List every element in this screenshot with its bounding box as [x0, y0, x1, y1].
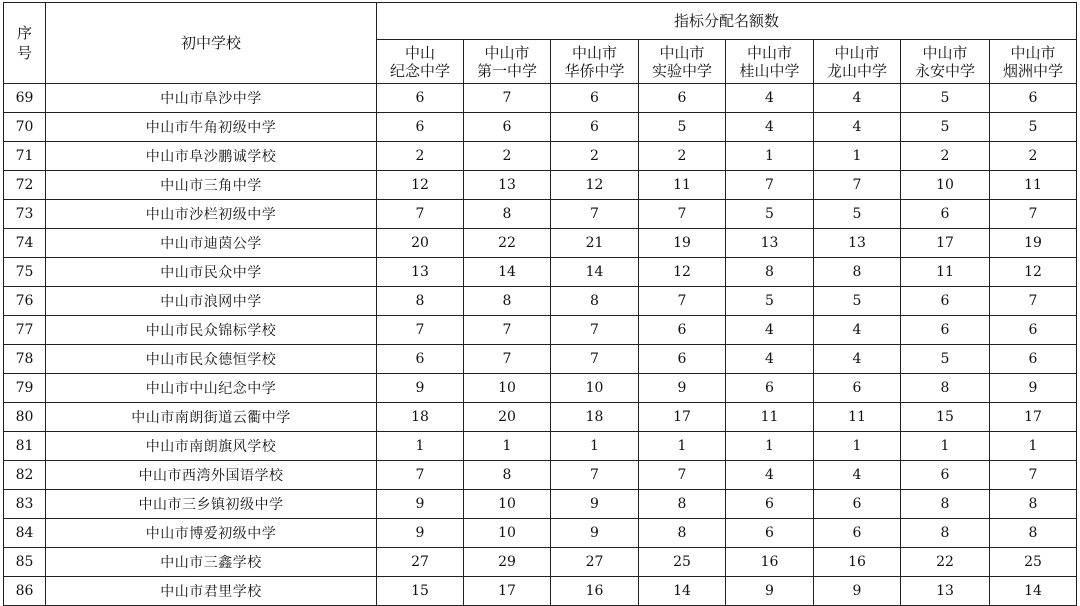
quota-cell: 7	[990, 461, 1077, 490]
quota-cell: 4	[814, 113, 901, 142]
table-row	[4, 374, 1077, 403]
column-header-line: 第一中学	[476, 61, 537, 80]
row-index: 80	[4, 403, 46, 432]
quota-cell: 4	[814, 84, 901, 113]
quota-cell: 6	[551, 113, 639, 142]
quota-cell: 9	[551, 519, 639, 548]
quota-cell: 8	[814, 258, 901, 287]
quota-cell: 6	[639, 84, 726, 113]
quota-cell: 1	[639, 432, 726, 461]
quota-cell: 11	[814, 403, 901, 432]
column-header-1	[464, 40, 551, 84]
row-index: 73	[4, 200, 46, 229]
quota-cell: 4	[726, 345, 814, 374]
quota-cell: 6	[551, 84, 639, 113]
quota-cell: 5	[901, 84, 990, 113]
quota-cell: 19	[990, 229, 1077, 258]
school-name: 中山市牛角初级中学	[46, 113, 377, 142]
quota-cell: 6	[814, 519, 901, 548]
quota-cell: 18	[377, 403, 464, 432]
quota-cell: 8	[726, 258, 814, 287]
quota-cell: 18	[551, 403, 639, 432]
quota-cell: 2	[901, 142, 990, 171]
school-name: 中山市三乡镇初级中学	[46, 490, 377, 519]
column-header-4	[726, 40, 814, 84]
school-name: 中山市中山纪念中学	[46, 374, 377, 403]
column-header-line: 中山市	[659, 43, 705, 62]
quota-cell: 7	[551, 200, 639, 229]
school-name: 中山市西湾外国语学校	[46, 461, 377, 490]
row-index: 69	[4, 84, 46, 113]
quota-cell: 6	[990, 345, 1077, 374]
quota-cell: 7	[639, 200, 726, 229]
quota-cell: 11	[901, 258, 990, 287]
row-index: 85	[4, 548, 46, 577]
column-header-3	[639, 40, 726, 84]
quota-cell: 14	[639, 577, 726, 606]
quota-cell: 6	[990, 316, 1077, 345]
school-name: 中山市沙栏初级中学	[46, 200, 377, 229]
school-name: 中山市君里学校	[46, 577, 377, 606]
table-row	[4, 403, 1077, 432]
quota-cell: 5	[814, 287, 901, 316]
quota-cell: 4	[726, 461, 814, 490]
quota-cell: 6	[901, 461, 990, 490]
quota-cell: 12	[990, 258, 1077, 287]
quota-cell: 5	[726, 287, 814, 316]
quota-cell: 17	[464, 577, 551, 606]
column-header-line: 烟洲中学	[1003, 61, 1064, 80]
quota-cell: 9	[377, 374, 464, 403]
quota-cell: 16	[814, 548, 901, 577]
quota-cell: 8	[901, 490, 990, 519]
row-index: 81	[4, 432, 46, 461]
table-row	[4, 577, 1077, 606]
quota-cell: 16	[726, 548, 814, 577]
quota-cell: 6	[377, 113, 464, 142]
column-header-6	[901, 40, 990, 84]
table-header	[4, 3, 1077, 84]
quota-cell: 15	[377, 577, 464, 606]
school-name: 中山市阜沙鹏诚学校	[46, 142, 377, 171]
table-row	[4, 316, 1077, 345]
quota-cell: 8	[639, 490, 726, 519]
quota-cell: 9	[639, 374, 726, 403]
quota-cell: 4	[814, 345, 901, 374]
quota-cell: 9	[377, 490, 464, 519]
quota-table-container	[3, 2, 1077, 606]
quota-cell: 6	[726, 374, 814, 403]
column-header-line: 实验中学	[651, 61, 712, 80]
quota-cell: 14	[551, 258, 639, 287]
column-header-line: 中山市	[746, 43, 792, 62]
row-index: 71	[4, 142, 46, 171]
quota-cell: 8	[464, 287, 551, 316]
row-index: 77	[4, 316, 46, 345]
quota-cell: 9	[726, 577, 814, 606]
quota-cell: 9	[990, 374, 1077, 403]
row-index: 82	[4, 461, 46, 490]
quota-cell: 10	[901, 171, 990, 200]
quota-cell: 27	[377, 548, 464, 577]
school-name: 中山市迪茵公学	[46, 229, 377, 258]
quota-cell: 2	[639, 142, 726, 171]
table-row	[4, 548, 1077, 577]
table-row	[4, 432, 1077, 461]
quota-cell: 6	[377, 345, 464, 374]
quota-cell: 25	[639, 548, 726, 577]
quota-header: 指标分配名额数	[377, 3, 1077, 40]
table-row	[4, 142, 1077, 171]
quota-cell: 9	[551, 490, 639, 519]
quota-cell: 8	[551, 287, 639, 316]
quota-cell: 11	[726, 403, 814, 432]
quota-cell: 15	[901, 403, 990, 432]
row-index: 72	[4, 171, 46, 200]
quota-cell: 11	[990, 171, 1077, 200]
quota-cell: 1	[464, 432, 551, 461]
column-header-line: 华侨中学	[564, 61, 625, 80]
school-name: 中山市阜沙中学	[46, 84, 377, 113]
row-index: 84	[4, 519, 46, 548]
quota-cell: 2	[377, 142, 464, 171]
column-header-line: 中山市	[922, 43, 968, 62]
school-name: 中山市民众德恒学校	[46, 345, 377, 374]
table-row	[4, 345, 1077, 374]
quota-cell: 5	[639, 113, 726, 142]
quota-cell: 22	[464, 229, 551, 258]
quota-cell: 11	[639, 171, 726, 200]
column-header-line: 纪念中学	[389, 61, 450, 80]
quota-cell: 17	[990, 403, 1077, 432]
quota-cell: 1	[814, 142, 901, 171]
quota-cell: 4	[814, 461, 901, 490]
column-header-line: 永安中学	[914, 61, 975, 80]
quota-cell: 10	[551, 374, 639, 403]
quota-cell: 1	[814, 432, 901, 461]
table-row	[4, 287, 1077, 316]
seq-header-line-1: 序	[16, 24, 32, 42]
quota-cell: 8	[901, 374, 990, 403]
quota-cell: 5	[901, 345, 990, 374]
quota-cell: 6	[814, 374, 901, 403]
quota-cell: 1	[551, 432, 639, 461]
quota-cell: 8	[639, 519, 726, 548]
row-index: 83	[4, 490, 46, 519]
quota-cell: 5	[990, 113, 1077, 142]
quota-cell: 1	[990, 432, 1077, 461]
quota-cell: 4	[726, 316, 814, 345]
quota-cell: 6	[639, 316, 726, 345]
quota-cell: 1	[377, 432, 464, 461]
table-row	[4, 258, 1077, 287]
column-header-0	[377, 40, 464, 84]
column-header-line: 中山市	[1010, 43, 1056, 62]
row-index: 79	[4, 374, 46, 403]
quota-cell: 6	[901, 200, 990, 229]
school-name: 中山市民众中学	[46, 258, 377, 287]
quota-cell: 8	[901, 519, 990, 548]
table-row	[4, 490, 1077, 519]
quota-cell: 5	[901, 113, 990, 142]
quota-cell: 7	[377, 461, 464, 490]
seq-header	[4, 3, 46, 84]
quota-cell: 5	[814, 200, 901, 229]
quota-cell: 9	[814, 577, 901, 606]
quota-cell: 17	[901, 229, 990, 258]
quota-cell: 6	[726, 519, 814, 548]
quota-cell: 7	[464, 345, 551, 374]
quota-cell: 12	[377, 171, 464, 200]
column-header-line: 桂山中学	[739, 61, 800, 80]
table-row	[4, 200, 1077, 229]
quota-cell: 4	[814, 316, 901, 345]
quota-cell: 8	[990, 490, 1077, 519]
quota-cell: 13	[464, 171, 551, 200]
quota-cell: 29	[464, 548, 551, 577]
quota-cell: 2	[990, 142, 1077, 171]
quota-cell: 7	[377, 316, 464, 345]
seq-header-line-2: 号	[16, 44, 32, 62]
quota-cell: 1	[726, 142, 814, 171]
quota-cell: 20	[377, 229, 464, 258]
quota-cell: 7	[639, 461, 726, 490]
school-name: 中山市三鑫学校	[46, 548, 377, 577]
quota-cell: 6	[377, 84, 464, 113]
quota-cell: 21	[551, 229, 639, 258]
school-name: 中山市博爱初级中学	[46, 519, 377, 548]
quota-cell: 6	[639, 345, 726, 374]
quota-cell: 6	[464, 113, 551, 142]
quota-cell: 16	[551, 577, 639, 606]
column-header-line: 中山市	[484, 43, 530, 62]
column-header-line: 中山市	[834, 43, 880, 62]
quota-cell: 7	[464, 316, 551, 345]
quota-cell: 6	[990, 84, 1077, 113]
school-name: 中山市民众锦标学校	[46, 316, 377, 345]
quota-cell: 2	[464, 142, 551, 171]
column-header-line: 中山市	[571, 43, 617, 62]
quota-cell: 17	[639, 403, 726, 432]
quota-cell: 4	[726, 84, 814, 113]
row-index: 74	[4, 229, 46, 258]
school-name: 中山市南朗旗风学校	[46, 432, 377, 461]
quota-cell: 7	[814, 171, 901, 200]
table-row	[4, 84, 1077, 113]
quota-cell: 6	[814, 490, 901, 519]
quota-cell: 7	[990, 200, 1077, 229]
quota-cell: 22	[901, 548, 990, 577]
quota-cell: 7	[551, 316, 639, 345]
column-header-2	[551, 40, 639, 84]
quota-cell: 7	[726, 171, 814, 200]
row-index: 78	[4, 345, 46, 374]
column-header-5	[814, 40, 901, 84]
school-name: 中山市三角中学	[46, 171, 377, 200]
quota-cell: 7	[990, 287, 1077, 316]
quota-cell: 10	[464, 374, 551, 403]
table-row	[4, 519, 1077, 548]
quota-cell: 8	[377, 287, 464, 316]
quota-cell: 9	[377, 519, 464, 548]
row-index: 70	[4, 113, 46, 142]
quota-cell: 12	[551, 171, 639, 200]
quota-cell: 13	[901, 577, 990, 606]
quota-cell: 19	[639, 229, 726, 258]
quota-cell: 25	[990, 548, 1077, 577]
quota-cell: 13	[726, 229, 814, 258]
table-body	[4, 84, 1077, 606]
quota-table	[3, 2, 1077, 606]
quota-cell: 14	[990, 577, 1077, 606]
school-name: 中山市南朗街道云衢中学	[46, 403, 377, 432]
column-header-line: 龙山中学	[826, 61, 887, 80]
table-row	[4, 171, 1077, 200]
quota-cell: 7	[639, 287, 726, 316]
row-index: 86	[4, 577, 46, 606]
quota-cell: 20	[464, 403, 551, 432]
row-index: 76	[4, 287, 46, 316]
quota-cell: 2	[551, 142, 639, 171]
quota-cell: 27	[551, 548, 639, 577]
quota-cell: 7	[551, 345, 639, 374]
quota-cell: 13	[377, 258, 464, 287]
quota-cell: 7	[464, 84, 551, 113]
quota-cell: 8	[464, 461, 551, 490]
quota-cell: 6	[726, 490, 814, 519]
quota-cell: 10	[464, 490, 551, 519]
column-header-line: 中山	[404, 43, 435, 62]
quota-cell: 4	[726, 113, 814, 142]
column-header-7	[990, 40, 1077, 84]
quota-cell: 6	[901, 316, 990, 345]
quota-cell: 13	[814, 229, 901, 258]
row-index: 75	[4, 258, 46, 287]
school-header: 初中学校	[46, 3, 377, 84]
quota-cell: 1	[726, 432, 814, 461]
quota-cell: 8	[990, 519, 1077, 548]
quota-cell: 8	[464, 200, 551, 229]
school-name: 中山市浪网中学	[46, 287, 377, 316]
table-row	[4, 229, 1077, 258]
quota-cell: 14	[464, 258, 551, 287]
quota-cell: 1	[901, 432, 990, 461]
quota-cell: 7	[377, 200, 464, 229]
table-row	[4, 113, 1077, 142]
table-row	[4, 461, 1077, 490]
quota-cell: 7	[551, 461, 639, 490]
quota-cell: 10	[464, 519, 551, 548]
quota-cell: 5	[726, 200, 814, 229]
quota-cell: 6	[901, 287, 990, 316]
quota-cell: 12	[639, 258, 726, 287]
